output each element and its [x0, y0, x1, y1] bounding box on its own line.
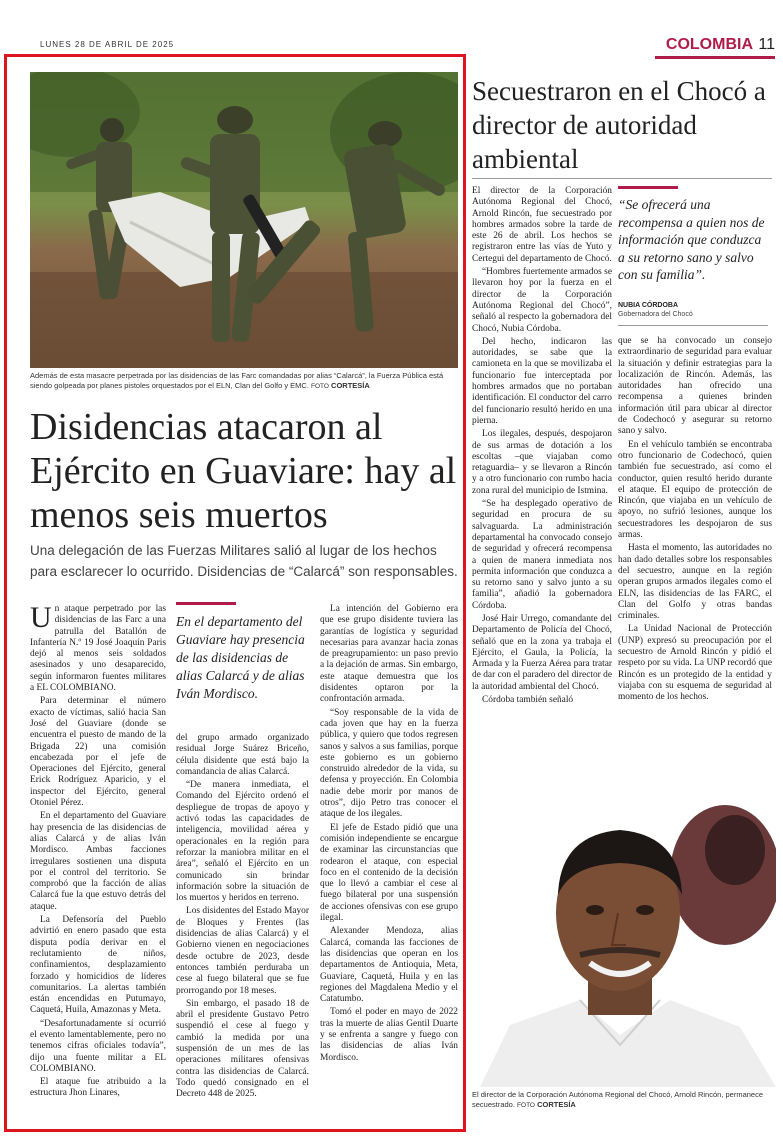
- main-col1-p0: Un ataque perpetrado por las disidencias de las Farc a una patrulla del Batallón de Infantería N.º 19 José Joaquín Paris dejó al menos seis soldados asesinados y uno desaparecido, según informaron fuentes militares a EL COLOMBIANO.: [30, 604, 166, 694]
- main-photo-credit: CORTESÍA: [331, 381, 370, 390]
- side-quote-bottom-rule: [618, 325, 768, 326]
- main-column-3: [320, 604, 458, 1120]
- side-cola-p1: “Hombres fuertemente armados se llevaron hoy por la fuerza en el director de la Corporación Autónoma Regional del Chocó”, señaló al respecto la gobernadora del Chocó, Nubia Córdoba.: [472, 267, 612, 334]
- main-headline: Disidencias atacaron al Ejército en Guaviare: hay al menos seis muertos: [30, 406, 457, 536]
- side-cola-p4: “Se ha desplegado operativo de seguridad en procura de su salvaguarda. La administración departamental ha convocado consejo de seguridad y ofrecerá recompensa a quien de manera inmediata nos permita información que conduzca a su retorno sano y salvo junto a su familia”, añadió la gobernadora Córdoba.: [472, 499, 612, 611]
- main-col3-p4: Tomó el poder en mayo de 2022 tras la muerte de alias Gentil Duarte y se enfrenta a sangre y fuego con las disidencias de alias Iván Mordisco.: [320, 1007, 458, 1063]
- main-col2-p2: Los disidentes del Estado Mayor de Bloques y Frentes (las disidencias de alias Calarcá) y el Gobierno vienen en negociaciones desde octubre de 2023, desde entonces también perduraba un cese al fuego bilateral que se fue prorrogando por 18 meses.: [176, 906, 309, 996]
- side-colb-p1: En el vehículo también se encontraba otro funcionario de Codechocó, quien también fue secuestrado, así como el conductor, quien resultó herido durante el ataque. El equipo de protección de Rincón, que viajaba en un vehículo de apoyo, no sufrió lesiones, aunque los secuestradores les despojaron de sus armas.: [618, 439, 772, 541]
- side-column-a: [472, 186, 612, 786]
- side-quote-rule: [618, 186, 678, 189]
- main-col2-p0: del grupo armado organizado residual Jorge Suárez Briceño, célula disidente que está bajo la comandancia de alias Calarcá.: [176, 733, 309, 777]
- main-col3-p2: El jefe de Estado pidió que una comisión independiente se encargue de examinar las circunstancias que rodearon el ataque, con especial foco en el contenido de la decisión que lo llevó a cambiar el cese al fuego bilateral por una suspensión de acciones ofensivas con ese grupo ilegal.: [320, 822, 458, 924]
- side-cola-p5: José Hair Urrego, comandante del Departamento de Policía del Chocó, señaló que en la zona ya trabaja el Ejército, el Gaula, la Policía, la Armada y la Fuerza Aérea para tratar de dar con el paradero del director de la autoridad ambiental del Chocó.: [472, 613, 612, 692]
- main-col2-p1: “De manera inmediata, el Comando del Ejército ordenó el despliegue de tropas de apoyo y activó todas las capacidades de inteligencia, movilidad aérea y operacionales en la región para reforzar la maniobra militar en el área”, señaló el Ejército en un comunicado sin brindar información sobre la situación de los muertos y heridos en terreno.: [176, 780, 309, 904]
- main-photo-soldiers: [30, 72, 458, 368]
- side-headline: Secuestraron en el Chocó a director de autoridad ambiental: [472, 76, 766, 174]
- side-cola-p0: El director de la Corporación Autónoma Regional del Chocó, Arnold Rincón, fue secuestrado por hombres armados sobre la tarde de este 26 de abril. Los hechos se registraron entre las vías de Yuto y Certegui del departamento de Chocó.: [472, 186, 612, 264]
- main-photo-credit-label: FOTO: [311, 383, 329, 390]
- page-number: 11: [758, 36, 775, 53]
- portrait-credit-label: FOTO: [517, 1102, 535, 1109]
- side-quote: “Se ofrecerá una recompensa a quien nos de información que conduzca a su retorno sano y salvo con su familia”.: [618, 197, 765, 282]
- dropcap: U: [30, 604, 52, 634]
- main-photo-caption-text: Además de esta masacre perpetrada por las disidencias de las Farc comandadas por alias “Calarcá”, la Fuerza Pública está siendo golpeada por planes pistoles orquestados por el ELN, Clan del Golfo y EMC.: [30, 371, 444, 390]
- running-head: LUNES 28 DE ABRIL DE 2025: [40, 40, 175, 49]
- main-col1-p3: La Defensoría del Pueblo advirtió en enero pasado que esta disputa podía derivar en el reclutamiento de niños, confinamientos, desplazamiento forzado y homicidios de líderes comunitarios. La alertas también están encendidas en Putumayo, Caquetá, Huila, Amazonas y Meta.: [30, 915, 166, 1016]
- main-pullquote: En el departamento del Guaviare hay presencia de las disidencias de alias Calarcá y de alias Iván Mordisco.: [176, 614, 305, 701]
- main-col3-p3: Alexander Mendoza, alias Calarcá, comanda las facciones de las disidencias que operan en los departamentos de Antioquia, Meta, Guaviare, Caquetá, Huila y en las regiones del Magdalena Medio y el Catatumbo.: [320, 926, 458, 1005]
- side-cola-p3: Los ilegales, después, despojaron de sus armas de dotación a los escoltas –que viajaban como retaguardia– y se llevaron a Rincón y a otro funcionario con rumbo hacia zona rural del municipio de Istmina.: [472, 429, 612, 496]
- main-photo-caption: [30, 371, 460, 392]
- side-cola-p6: Córdoba también señaló: [482, 695, 574, 706]
- main-col2-p3: Sin embargo, el pasado 18 de abril el presidente Gustavo Petro suspendió el cese al fuego y cambió la medida por una suspensión de un mes de las operaciones militares ofensivas contra las disidencias de Calarcá. Todo quedó consignado en el Decreto 448 de 2025.: [176, 998, 309, 1100]
- side-colb-p0: que se ha convocado un consejo extraordinario de seguridad para evaluar la situación y definir estrategias para la localización de Rincón. Además, las autoridades han ofrecido una recompensa a quienes brinden información útil para ubicar al director de Codechocó y asegurar su retorno sano y salvo.: [618, 336, 772, 437]
- main-col1-p5: El ataque fue atribuido a la estructura Jhon Linares,: [30, 1077, 166, 1099]
- portrait-photo: [470, 795, 776, 1087]
- section-name: COLOMBIA: [665, 36, 753, 53]
- side-headline-rule: [472, 178, 772, 179]
- side-quote-name: NUBIA CÓRDOBA: [618, 302, 679, 309]
- side-colb-p2: Hasta el momento, las autoridades no han dado detalles sobre los responsables del secuestro, aunque en la región operan grupos armados ilegales como el ELN, las disidencias de las FARC, el Clan del Golfo y otras bandas criminales.: [618, 543, 772, 622]
- section-rule: [655, 56, 775, 59]
- main-col3-p0: La intención del Gobierno era que ese grupo disidente tuviera las garantías de logística y seguridad necesarias para avanzar hacia zonas de preagrupamiento: un paso previo a la dejación de armas. Sin embargo, este ataque demuestra que los disidentes optaron por la confrontación armada.: [320, 604, 458, 705]
- side-colb-p3: La Unidad Nacional de Protección (UNP) expresó su preocupación por el secuestro de Arnold Rincón y pidió el respeto por su vida. La UNP recordó que Rincón es un protegido de la entidad y viajaba con su esquema de seguridad al momento de los hechos.: [618, 624, 772, 703]
- side-quote-role: Gobernadora del Chocó: [618, 311, 693, 318]
- main-col1-p1: Para determinar el número exacto de víctimas, salió hacia San José del Guaviare (donde se encuentra el puesto de mando de la Brigada 22) una comisión encabezada por el jefe de Operaciones del Ejército, general Erick Rodríguez Aparicio, y el inspector del Ejército, general Otoniel Pérez.: [30, 696, 166, 809]
- side-cola-p2: Del hecho, indicaron las autoridades, se sabe que la camioneta en la que se movilizaba el funcionario fue interceptada por hombres armados que no portaban identificación. El conductor del carro del funcionario resultó herido en una pierna.: [472, 336, 612, 426]
- portrait-credit: CORTESÍA: [537, 1100, 576, 1109]
- main-column-1: [30, 604, 166, 1116]
- main-column-2: [176, 733, 309, 1123]
- portrait-caption: [472, 1090, 776, 1111]
- pullquote-rule: [176, 602, 236, 605]
- page-header: [0, 0, 783, 62]
- side-column-b: [618, 336, 772, 786]
- main-col1-p2: En el departamento del Guaviare hay presencia de las disidencias de alias Calarcá y de alias Iván Mordisco. Ambas facciones irregulares sostienen una disputa por el control del territorio. Se comprobó que la facción de alias Calarcá fue la que estuvo detrás del ataque.: [30, 811, 166, 912]
- portrait-caption-text: El director de la Corporación Autónoma Regional del Chocó, Arnold Rincón, permanece secuestrado.: [472, 1090, 764, 1109]
- main-col1-p4: “Desafortunadamente sí ocurrió el evento lamentablemente, pero no tenemos cifras oficiales todavía”, dijo una fuente militar a EL COLOMBIANO.: [30, 1018, 166, 1074]
- main-col3-p1: “Soy responsable de la vida de cada joven que hay en la fuerza pública, y quiero que todos regresen sanos y salvos a sus familias, porque este gobierno es un gobierno construido alrededor de la vida, su defensa y proyección. En Colombia nadie debe morir por manos de otros”, dijo Petro tras conocer el ataque de los ilegales.: [320, 707, 458, 820]
- main-deck: Una delegación de las Fuerzas Militares salió al lugar de los hechos para esclarecer lo ocurrido. Disidencias de “Calarcá” son responsables.: [30, 543, 458, 579]
